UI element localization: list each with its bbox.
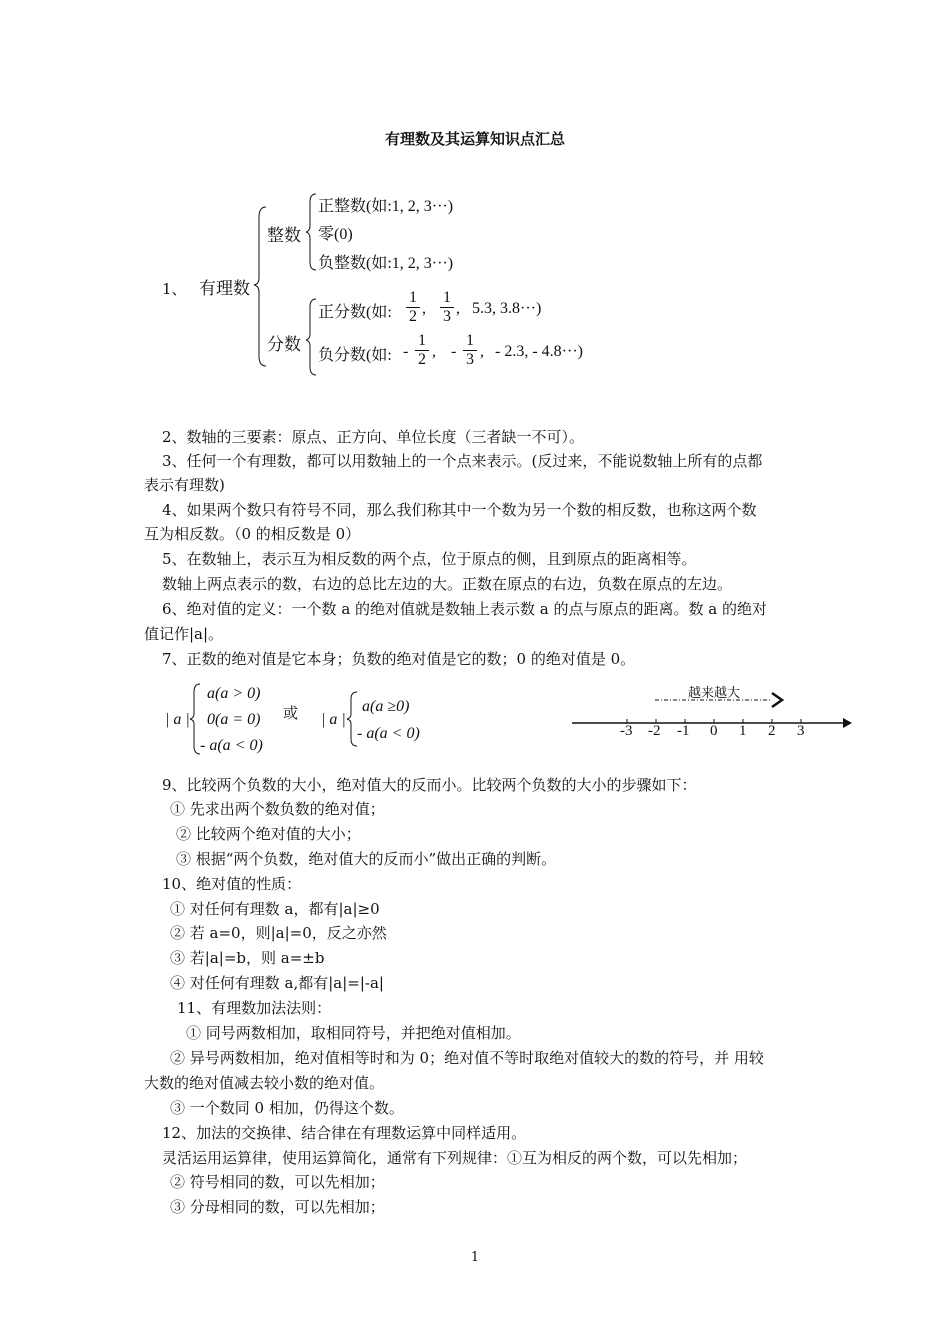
or-word: 或 [283, 704, 299, 722]
comma: , [422, 300, 426, 317]
item-number: 1、 [162, 280, 187, 298]
zero: 零(0) [318, 226, 353, 243]
case-zero: 0(a = 0) [207, 711, 261, 728]
rule-6: 6、绝对值的定义：一个数 a 的绝对值就是数轴上表示数 a 的点与原点的距离。数 a 的绝对 [162, 600, 767, 618]
integer-label: 整数 [267, 226, 301, 246]
fraction-half: $\frac{1}{2}$ [415, 332, 429, 369]
negative-fraction-prefix: 负分数(如: [318, 347, 392, 364]
tick-label: 0 [710, 723, 718, 739]
rule-10-prop-3: ③ 若|a|=b，则 a=±b [170, 949, 325, 967]
tick-label: -1 [677, 723, 690, 739]
rule-2: 2、数轴的三要素：原点、正方向、单位长度（三者缺一不可）。 [162, 428, 585, 446]
rule-10: 10、绝对值的性质： [162, 875, 302, 893]
rule-4-cont: 互为相反数。（0 的相反数是 0） [144, 525, 361, 543]
rule-7: 7、正数的绝对值是它本身；负数的绝对值是它的数；0 的绝对值是 0。 [162, 650, 636, 668]
fraction-label: 分数 [267, 335, 301, 355]
rule-11-law-1: ① 同号两数相加，取相同符号，并把绝对值相加。 [186, 1024, 521, 1042]
negative-integer: 负整数(如:1, 2, 3···) [318, 255, 454, 272]
document-title: 有理数及其运算知识点汇总 [384, 130, 565, 148]
rule-5: 5、在数轴上，表示互为相反数的两个点，位于原点的侧，且到原点的距离相等。 [162, 550, 697, 568]
rule-10-prop-4: ④ 对任何有理数 a,都有|a|=|-a| [170, 974, 384, 992]
abs-lhs-2: | a | [321, 711, 346, 728]
comma: , [456, 300, 460, 317]
abs-lhs: | a | [165, 711, 190, 728]
rule-11-law-3: ③ 一个数同 0 相加，仍得这个数。 [170, 1099, 404, 1117]
rule-4: 4、如果两个数只有符号不同，那么我们称其中一个数为另一个数的相反数，也称这两个数 [162, 501, 757, 519]
rule-9-step-2: ② 比较两个绝对值的大小； [176, 825, 361, 843]
rule-11: 11、有理数加法法则： [177, 999, 332, 1017]
tick-label: 1 [739, 723, 747, 739]
positive-fraction-prefix: 正分数(如: [318, 304, 392, 321]
case-negative: - a(a < 0) [200, 737, 263, 754]
rule-9-step-3: ③ 根据“两个负数，绝对值大的反而小”做出正确的判断。 [176, 850, 557, 868]
rule-11-law-2: ② 异号两数相加，绝对值相等时和为 0；绝对值不等时取绝对值较大的数的符号，并 用较 [170, 1049, 764, 1067]
comma: , [480, 343, 484, 360]
positive-fraction-suffix: 5.3, 3.8···) [472, 300, 542, 317]
fraction-third: $\frac{1}{3}$ [463, 332, 477, 369]
rule-10-prop-2: ② 若 a=0，则|a|=0，反之亦然 [170, 924, 387, 942]
case-positive: a(a > 0) [207, 685, 261, 702]
rule-12-tip-2: ② 符号相同的数，可以先相加； [170, 1173, 385, 1191]
increasing-label: 越来越大 [688, 686, 741, 701]
root-label: 有理数 [199, 279, 250, 299]
rule-12-note: 灵活运用运算律，使用运算简化，通常有下列规律：①互为相反的两个数，可以先相加； [162, 1149, 748, 1167]
tick-label: 3 [797, 723, 805, 739]
rule-3: 3、任何一个有理数，都可以用数轴上的一个点来表示。(反过来，不能说数轴上所有的点都 [162, 452, 763, 470]
rule-12-tip-3: ③ 分母相同的数，可以先相加； [170, 1198, 385, 1216]
negative-fraction-suffix: - 2.3, - 4.8···) [495, 343, 583, 360]
rule-9-step-1: ① 先求出两个数负数的绝对值； [170, 800, 385, 818]
case-negative-2: - a(a < 0) [357, 725, 420, 742]
fraction-third: $\frac{1}{3}$ [440, 289, 454, 326]
page-number: 1 [470, 1250, 480, 1265]
comma: , [432, 343, 436, 360]
case-nonnegative: a(a ≥0) [362, 698, 410, 715]
minus-sign: - [451, 343, 457, 360]
positive-integer: 正整数(如:1, 2, 3···) [318, 198, 454, 215]
rule-5-note: 数轴上两点表示的数，右边的总比左边的大。正数在原点的右边，负数在原点的左边。 [162, 575, 733, 593]
tick-label: -3 [620, 723, 633, 739]
tick-label: 2 [768, 723, 776, 739]
rule-10-prop-1: ① 对任何有理数 a，都有|a|≥0 [170, 900, 380, 918]
rule-3-cont: 表示有理数) [144, 476, 225, 494]
rule-12: 12、加法的交换律、结合律在有理数运算中同样适用。 [162, 1124, 527, 1142]
rule-11-law-2-cont: 大数的绝对值减去较小数的绝对值。 [144, 1074, 385, 1092]
rule-6-cont: 值记作|a|。 [144, 625, 224, 643]
rule-9: 9、比较两个负数的大小，绝对值大的反而小。比较两个负数的大小的步骤如下： [162, 776, 697, 794]
fraction-half: $\frac{1}{2}$ [406, 289, 420, 326]
minus-sign: - [403, 343, 409, 360]
tick-label: -2 [648, 723, 661, 739]
